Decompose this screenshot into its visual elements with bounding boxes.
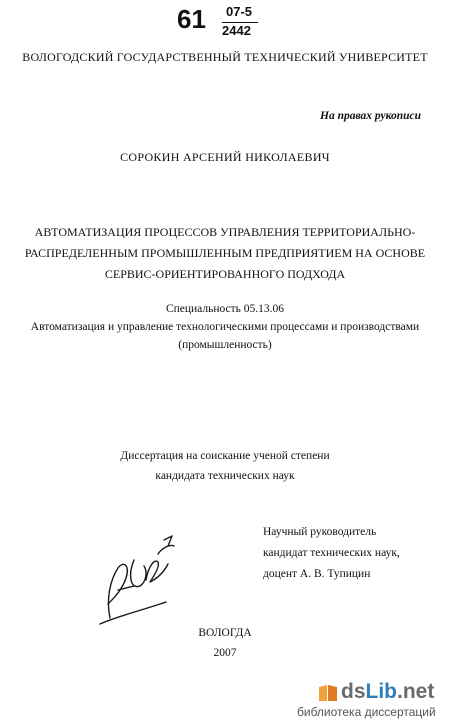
specialty-name-suffix: (промышленность): [178, 339, 272, 351]
handwritten-signature: [88, 520, 188, 630]
site-watermark: [275, 680, 447, 724]
dissertation-title: [0, 222, 450, 285]
watermark-prefix: ds: [341, 680, 366, 703]
catalog-number-top: 07-5: [226, 4, 253, 19]
advisor-name: доцент А. В. Тупицин: [263, 568, 371, 580]
year: 2007: [213, 647, 237, 659]
title-line: РАСПРЕДЕЛЕННЫМ ПРОМЫШЛЕННЫМ ПРЕДПРИЯТИЕМ НА ОСНОВЕ: [24, 246, 426, 260]
advisor-degree: кандидат технических наук,: [263, 547, 400, 559]
catalog-number-bottom: 2442: [222, 23, 251, 38]
title-line: СЕРВИС-ОРИЕНТИРОВАННОГО ПОДХОДА: [104, 267, 346, 281]
specialty-name: Автоматизация и управление технологическими процессами и производствами: [30, 321, 420, 333]
watermark-lib: Lib: [365, 680, 398, 703]
city: ВОЛОГДА: [198, 627, 252, 639]
watermark-subtitle: библиотека диссертаций: [297, 705, 436, 719]
author-name: СОРОКИН АРСЕНИЙ НИКОЛАЕВИЧ: [120, 150, 330, 164]
catalog-number-main: 61: [177, 4, 206, 34]
advisor-block: [263, 522, 400, 585]
degree-line: Диссертация на соискание ученой степени: [120, 450, 330, 462]
advisor-role: Научный руководитель: [263, 526, 377, 538]
degree-line: кандидата технических наук: [155, 470, 295, 482]
watermark-suffix: .net: [397, 680, 435, 703]
degree-block: [0, 446, 450, 486]
watermark-logo-text: [341, 680, 434, 704]
city-year-block: [0, 623, 450, 663]
book-icon: [317, 683, 339, 703]
title-line: АВТОМАТИЗАЦИЯ ПРОЦЕССОВ УПРАВЛЕНИЯ ТЕРРИТОРИАЛЬНО-: [34, 225, 416, 239]
rights-note: На правах рукописи: [320, 110, 422, 122]
specialty-code: Специальность 05.13.06: [165, 303, 285, 315]
specialty-block: [0, 300, 450, 354]
university-name: ВОЛОГОДСКИЙ ГОСУДАРСТВЕННЫЙ ТЕХНИЧЕСКИЙ УНИВЕРСИТЕТ: [22, 50, 428, 64]
